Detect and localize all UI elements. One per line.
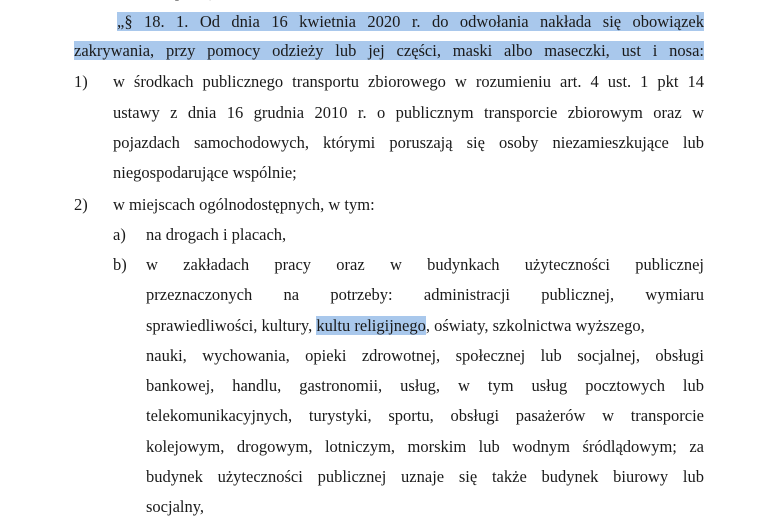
item-1-line-3: pojazdach samochodowych, którymi poruszają się osoby niezamieszkujące lub [113,133,704,152]
intro-line-2 [74,36,704,66]
sub-b-line-3-end: , oświaty, szkolnictwa wyższego, [425,316,645,335]
sub-b-line-5: bankowej, handlu, gastronomii, usług, w tym usług pocztowych lub [146,376,704,395]
sub-a-letter: a) [113,225,126,244]
cut-off-top-line [88,0,256,7]
sub-b-line-2: przeznaczonych na potrzeby: administracji publicznej, wymiaru [146,285,704,304]
sub-b-letter: b) [113,255,127,274]
sub-b-line-6: telekomunikacyjnych, turystyki, sportu, obsługi pasażerów w transporcie [146,406,704,425]
sub-a-line: na drogach i placach, [146,225,287,244]
item-1-line-4: niegospodarujące wspólnie; [113,163,297,182]
item-1-line-2: ustawy z dnia 16 grudnia 2010 r. o publicznym transporcie zbiorowym oraz w [113,103,704,122]
sub-b-line-3-start: sprawiedliwości, kultury, [146,316,313,335]
sub-b-line-9: socjalny, [146,497,205,516]
item-2-number: 2) [74,195,88,214]
sub-b-line-7: kolejowym, drogowym, lotniczym, morskim lub wodnym śródlądowym; za [146,437,704,456]
sub-b-line-8: budynek użyteczności publicznej uznaje się także budynek biurowy lub [146,467,704,486]
item-1-number: 1) [74,72,88,91]
highlight-kultu-religijnego[interactable]: kultu religijnego [316,316,426,335]
intro-line-1-text[interactable]: „§ 18. 1. Od dnia 16 kwietnia 2020 r. do odwołania nakłada się obowiązek [117,12,704,31]
intro-line-1 [117,7,704,37]
sub-b-line-3 [146,311,645,341]
intro-line-2-text[interactable]: zakrywania, przy pomocy odzieży lub jej części, maski albo maseczki, ust i nosa: [74,41,704,60]
item-2-line: w miejscach ogólnodostępnych, w tym: [113,195,375,214]
sub-b-line-4: nauki, wychowania, opieki zdrowotnej, społecznej lub socjalnej, obsługi [146,346,704,365]
item-1-line-1: w środkach publicznego transportu zbiorowego w rozumieniu art. 4 ust. 1 pkt 14 [113,72,704,91]
sub-b-line-1: w zakładach pracy oraz w budynkach użyteczności publicznej [146,255,704,274]
